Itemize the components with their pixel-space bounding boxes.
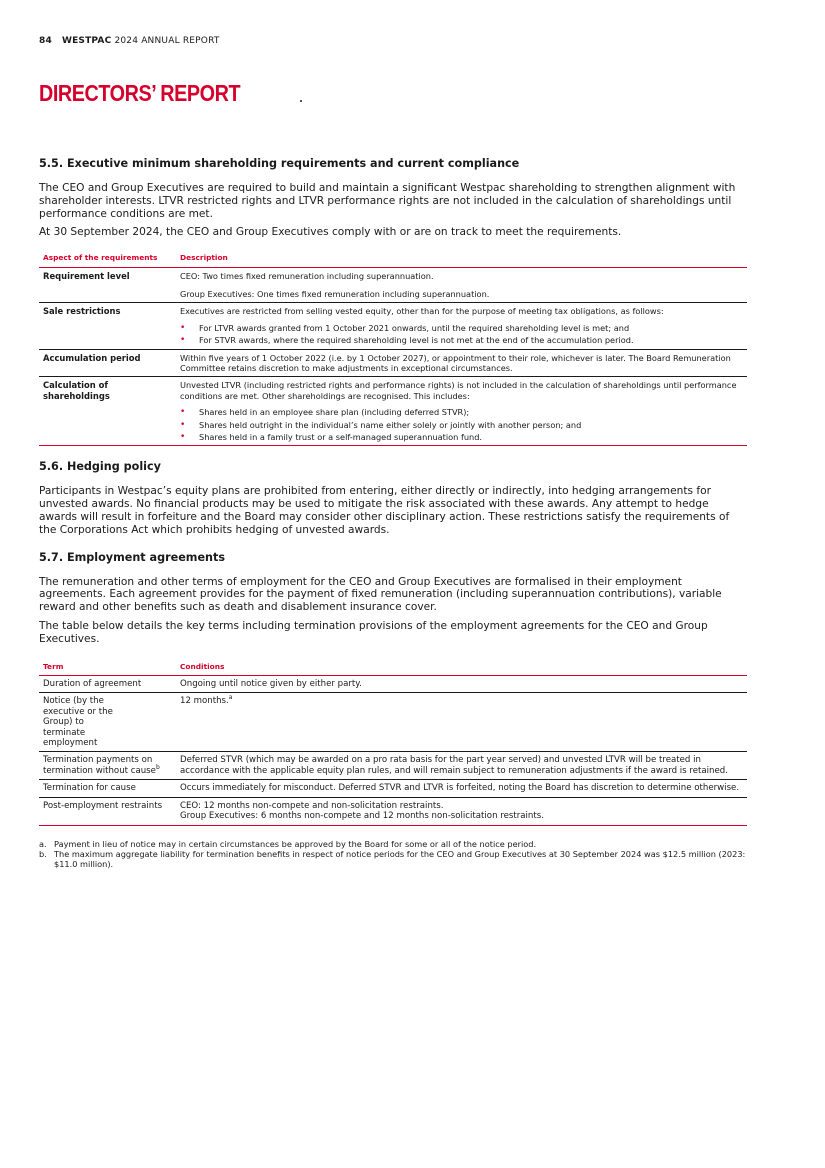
bullet-item	[180, 420, 743, 430]
report-title: DIRECTORS’ REPORT	[39, 80, 241, 106]
row-label: Accumulation period	[39, 349, 176, 377]
bullet-text: For STVR awards, where the required shareholding level is not met at the end of the accumulation period.	[199, 335, 634, 346]
footnote-text: The maximum aggregate liability for termination benefits in respect of notice periods for the CEO and Group Executives at 30 September 2024 was $12.5 million (2023: $11.0 million).	[54, 848, 746, 869]
row-label: Termination for cause	[39, 780, 176, 797]
row-label	[39, 752, 176, 780]
row-label: Post-employment restraints	[39, 797, 176, 825]
footnotes	[39, 839, 747, 869]
bullet-text: Shares held in an employee share plan (including deferred STVR);	[199, 407, 470, 418]
empty-cell	[39, 284, 176, 303]
row-text: 12 months.	[180, 696, 229, 707]
content	[39, 156, 747, 869]
paragraph: Participants in Westpac’s equity plans are prohibited from entering, either directly or indirectly, into hedging arrangements for unvested awards. No financial products may be used to mitigate the risk associated with these awards. Any attempt to hedge awards will result in forfeiture and the Board may consider other disciplinary action. These restrictions satisfy the requirements of the Corporations Act which prohibits hedging of unvested awards.	[39, 485, 730, 536]
row-value	[176, 377, 747, 446]
shareholding-requirements-table	[39, 253, 747, 446]
bullet-icon: •	[180, 335, 186, 346]
row-label: Duration of agreement	[39, 676, 176, 693]
table-row	[39, 693, 747, 752]
column-header: Term	[39, 662, 176, 676]
table-header-row	[39, 253, 747, 267]
running-header	[39, 36, 220, 46]
column-header: Aspect of the requirements	[39, 253, 176, 267]
row-value: CEO: Two times fixed remuneration including superannuation.	[180, 270, 434, 281]
employment-terms-table	[39, 662, 747, 826]
bullet-item	[180, 323, 743, 333]
bullet-text: Shares held outright in the individual’s name either solely or jointly with another person; and	[199, 419, 582, 430]
bullet-icon: •	[180, 432, 186, 443]
footnote-marker: b.	[39, 848, 47, 859]
bullet-icon: •	[180, 419, 186, 430]
row-label: Sale restrictions	[43, 306, 121, 317]
paragraph: The remuneration and other terms of employment for the CEO and Group Executives are formalised in their employment agreements. Each agreement provides for the payment of fixed remuneration (including superannuation contributions), variable reward and other benefits such as death and disablement insurance cover.	[39, 575, 722, 614]
document-name: 2024 ANNUAL REPORT	[114, 36, 220, 46]
footnote	[39, 839, 747, 849]
table-row	[39, 284, 747, 303]
section-heading-5-5: 5.5. Executive minimum shareholding requirements and current compliance	[39, 157, 520, 170]
section-heading-5-6: 5.6. Hedging policy	[39, 460, 161, 474]
table-row	[39, 267, 747, 284]
row-label: Calculation of shareholdings	[39, 377, 176, 446]
footnote-ref: b	[155, 764, 160, 772]
table-row	[39, 349, 747, 377]
section-heading-5-7: 5.7. Employment agreements	[39, 550, 226, 564]
footnote-ref: a	[228, 694, 233, 702]
bullet-text: For LTVR awards granted from 1 October 2021 onwards, until the required shareholding level is met; and	[199, 322, 630, 333]
row-value	[176, 303, 747, 349]
row-value: Deferred STVR (which may be awarded on a pro rata basis for the part year served) and unvested LTVR will be treated in accordance with the applicable equity plan rules, and will remain subject to remuneration adjustments if the award is retained.	[176, 752, 747, 780]
bullet-item	[180, 407, 743, 417]
row-text: Executives are restricted from selling vested equity, other than for the purpose of meeting tax obligations, as follows:	[180, 306, 664, 317]
row-label: Notice (by the executive or the Group) to terminate employment	[39, 693, 176, 752]
bullet-item	[180, 335, 743, 345]
row-text: Unvested LTVR (including restricted rights and performance rights) is not included in the calculation of shareholdings until performance conditions are met. Other shareholdings are recognised. This includes:	[180, 380, 737, 401]
footnote	[39, 849, 747, 869]
row-value: Group Executives: One times fixed remuneration including superannuation.	[176, 284, 747, 303]
table-row	[39, 377, 747, 446]
paragraph: The table below details the key terms including termination provisions of the employment agreements for the CEO and Group Executives.	[39, 620, 708, 645]
page-number: 84	[39, 36, 52, 46]
row-label: Requirement level	[43, 270, 130, 281]
bullet-text: Shares held in a family trust or a self-managed superannuation fund.	[199, 432, 482, 443]
table-row	[39, 797, 747, 825]
bullet-item	[180, 432, 743, 442]
bullet-icon: •	[180, 322, 186, 333]
brand-name: WESTPAC	[61, 36, 112, 46]
table-row	[39, 752, 747, 780]
row-text: Termination payments on termination without cause	[43, 755, 156, 776]
bullet-icon: •	[180, 407, 186, 418]
decorative-dot	[300, 100, 302, 102]
row-value	[176, 797, 747, 825]
table-row	[39, 303, 747, 349]
column-header: Conditions	[176, 662, 747, 676]
row-text: CEO: 12 months non-compete and non-solicitation restraints.	[180, 800, 444, 811]
footnote-marker: a.	[39, 838, 47, 849]
paragraph: The CEO and Group Executives are required to build and maintain a significant Westpac shareholding to strengthen alignment with shareholder interests. LTVR restricted rights and LTVR performance rights are not included in the calculation of shareholdings until performance conditions are met.	[39, 182, 736, 220]
table-header-row	[39, 662, 747, 676]
row-value: Occurs immediately for misconduct. Deferred STVR and LTVR is forfeited, noting the Board has discretion to determine otherwise.	[176, 780, 747, 797]
row-value: Ongoing until notice given by either party.	[176, 676, 747, 693]
table-row	[39, 780, 747, 797]
paragraph: At 30 September 2024, the CEO and Group Executives comply with or are on track to meet the requirements.	[39, 226, 622, 239]
column-header: Description	[176, 253, 747, 267]
row-value: Within five years of 1 October 2022 (i.e. by 1 October 2027), or appointment to their role, whichever is later. The Board Remuneration Committee retains discretion to make adjustments in exceptional circumstances.	[176, 349, 747, 377]
row-text: Group Executives: 6 months non-compete and 12 months non-solicitation restraints.	[180, 811, 544, 822]
row-value	[176, 693, 747, 752]
table-row	[39, 676, 747, 693]
footnote-text: Payment in lieu of notice may in certain circumstances be approved by the Board for some or all of the notice period.	[54, 838, 537, 849]
